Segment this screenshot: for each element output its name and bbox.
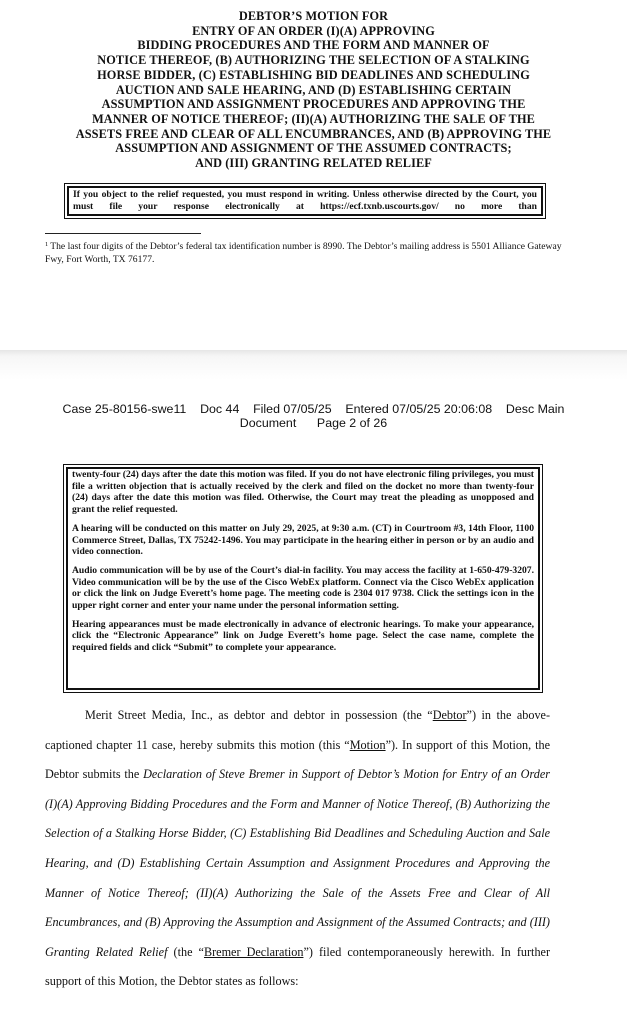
title-line: ENTRY OF AN ORDER (I)(A) APPROVING — [192, 23, 435, 38]
declaration-title: Declaration of Steve Bremer in Support of Debtor’s Motion for Entry of an Order (I)(A) Approving Bidding Procedures and the Form and Manner of Notice Thereof, (B) Authorizing the Selection of a Stalking Horse Bidder, (C) Establishing Bid Deadlines and Scheduling Auction and Sale Hearing, and (D) Establishing Certain Assumption and Assignment Procedures and Approving the Manner of Notice Thereof; (II)(A) Authorizing the Sale of the Assets Free and Clear of All Encumbrances, and (B) Approving the Assumption and Assignment of the Assumed Contracts; and (III) Granting Related Relief — [45, 767, 550, 959]
title-line: ASSUMPTION AND ASSIGNMENT PROCEDURES AND APPROVING THE — [101, 97, 526, 112]
notice-paragraph: Hearing appearances must be made electronically in advance of electronic hearings. To make your appearance, click the “Electronic Appearance” link on Judge Everett’s home page. Select the case name, complete the required fields and click “Submit” to complete your appearance. — [72, 618, 534, 654]
footnote-text: The last four digits of the Debtor’s federal tax identification number is 8990. The Debtor’s mailing address is 5501 Alliance Gateway Fwy, Fort Worth, TX 76177. — [45, 241, 562, 265]
intro-paragraph — [45, 701, 550, 997]
notice-paragraph: A hearing will be conducted on this matter on July 29, 2025, at 9:30 a.m. (CT) in Courtroom #3, 14th Floor, 1100 Commerce Street, Dallas, TX 75242-1496. You may participate in the hearing either in person or by an audio and video connection. — [72, 522, 534, 558]
page-separator — [0, 350, 627, 395]
title-line: ASSETS FREE AND CLEAR OF ALL ENCUMBRANCES, AND (B) APPROVING THE — [75, 126, 552, 141]
notice-paragraph: Audio communication will be by use of the Court’s dial-in facility. You may access the facility at 1-650-479-3207. Video communication will be by the use of the Cisco WebEx platform. Connect via the Cisco WebEx application or click the link on Judge Everett’s home page. The meeting code is 2304 017 9738. Click the settings icon in the upper right corner and enter your name under the personal information setting. — [72, 564, 534, 612]
title-line: AND (III) GRANTING RELATED RELIEF — [195, 156, 432, 171]
case-header — [0, 402, 627, 430]
motion-title — [28, 9, 599, 171]
body-text: ”) filed contemporaneously herewith. In further support of this Motion, the Debtor states as follows: — [45, 944, 551, 989]
title-line: AUCTION AND SALE HEARING, AND (D) ESTABLISHING CERTAIN — [115, 82, 512, 97]
defined-term-motion: Motion — [349, 737, 386, 752]
defined-term-bremer-declaration: Bremer Declaration — [203, 944, 304, 959]
notice-paragraph: twenty-four (24) days after the date this motion was filed. If you do not have electronic filing privileges, you must file a written objection that is actually received by the clerk and filed on the docket no more than twenty-four (24) days after the date this motion was filed. Otherwise, the Court may treat the pleading as unopposed and grant the relief requested. — [72, 469, 534, 516]
defined-term-debtor: Debtor — [432, 708, 467, 722]
body-text: (the “ — [167, 944, 204, 959]
body-text: ”). In support of this Motion, the Debtor submits the — [45, 737, 550, 782]
title-line: ASSUMPTION AND ASSIGNMENT OF THE ASSUMED CONTRACTS; — [115, 141, 512, 156]
footnote-divider — [45, 233, 201, 234]
hearing-notice-box — [66, 467, 540, 690]
motion-body — [45, 701, 550, 997]
title-line: HORSE BIDDER, (C) ESTABLISHING BID DEADLINES AND SCHEDULING — [97, 67, 530, 82]
page-2 — [0, 395, 627, 1024]
title-line: BIDDING PROCEDURES AND THE FORM AND MANNER OF — [137, 38, 490, 53]
title-line: DEBTOR’S MOTION FOR — [238, 9, 389, 23]
objection-notice-box — [67, 186, 543, 216]
case-header-line-1: Case 25-80156-swe11 Doc 44 Filed 07/05/25 Entered 07/05/25 20:06:08 Desc Main — [62, 402, 565, 416]
body-text: Merit Street Media, Inc., as debtor and debtor in possession (the “ — [85, 708, 433, 722]
footnote-marker: 1 — [45, 241, 49, 248]
case-header-line-2: Document Page 2 of 26 — [239, 416, 388, 430]
footnote — [45, 239, 565, 266]
title-line: MANNER OF NOTICE THEREOF; (II)(A) AUTHORIZING THE SALE OF THE — [92, 111, 535, 126]
page-1-bottom — [0, 0, 627, 356]
objection-notice-text: If you object to the relief requested, you must respond in writing. Unless otherwise directed by the Court, you must file your response electronically at https://ecf.txnb.uscourts.gov/ no more than — [73, 189, 537, 212]
body-text: ”) in the above-captioned chapter 11 case, hereby submits this motion (this “ — [45, 708, 551, 752]
title-line: NOTICE THEREOF, (B) AUTHORIZING THE SELECTION OF A STALKING — [97, 53, 530, 68]
